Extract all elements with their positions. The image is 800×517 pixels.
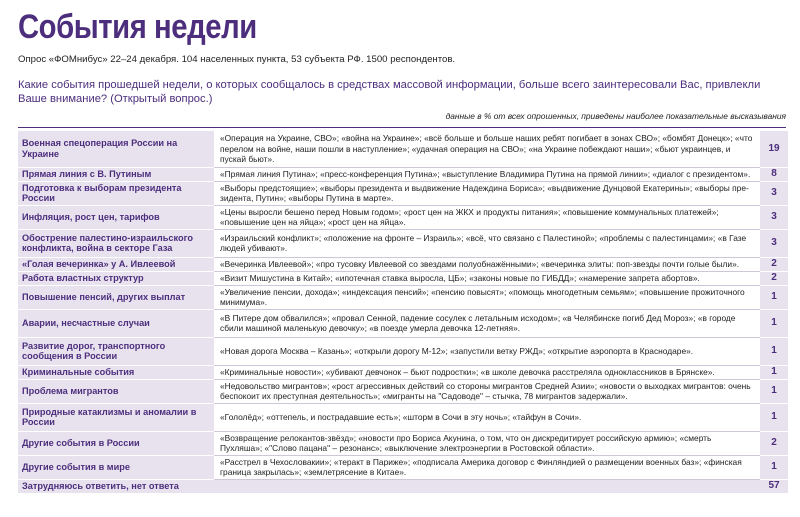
row-value: 2 xyxy=(760,431,788,455)
row-category: Развитие дорог, транспортного сообщения в России xyxy=(18,337,214,365)
row-quotes: «Визит Мишустина в Китай»; «ипотечная ставка выросла, ЦБ»; «законы новые по ГИБДД»; «намерение запрета абортов». xyxy=(214,271,760,285)
table-row xyxy=(18,379,788,403)
row-category: Природные катаклизмы и аномалии в России xyxy=(18,403,214,431)
row-quotes: «Цены выросли бешено перед Новым годом»; «рост цен на ЖКХ и продукты питания»; «повышение коммунальных платежей»; «повышение цен на яйца»; «рост цен на яйца». xyxy=(214,205,760,229)
row-quotes: «Расстрел в Чехословакии»; «теракт в Париже»; «подписала Америка договор с Финляндией о размещении военных баз»; «финская граница закрылась»; «землетрясение в Китае». xyxy=(214,455,760,479)
table-row xyxy=(18,309,788,337)
row-quotes: «Возвращение релокантов-звёзд»; «новости про Бориса Акунина, о том, что он дискредитирует российскую армию»; «смерть Пухляша»; «"Слово пацана" – резонанс»; «выключение электроэнергии в Ростовской области». xyxy=(214,431,760,455)
row-quotes: «Операция на Украине, СВО»; «война на Украине»; «всё больше и больше наших ребят погибает в зонах СВО»; «бомбят Донецк»; «что перелом на войне, наши пошли в наступление»; «удачная операция на СВО»; «на Украине побеждают наши»; «бьют украинцев, и пускай бьют». xyxy=(214,131,760,167)
row-category: Проблема мигрантов xyxy=(18,379,214,403)
row-value: 1 xyxy=(760,403,788,431)
row-category: Работа властных структур xyxy=(18,271,214,285)
survey-subtitle: Опрос «ФОМнибус» 22–24 декабря. 104 населенных пункта, 53 субъекта РФ. 1500 респондентов. xyxy=(18,54,456,65)
row-value: 3 xyxy=(760,205,788,229)
row-category: Подготовка к выборам президента России xyxy=(18,181,214,205)
table-row xyxy=(18,271,788,285)
table-row xyxy=(18,205,788,229)
row-quotes: «Выборы предстоящие»; «выборы президента и выдвижение Надеждина Бориса»; «выдвижение Дунцовой Екатерины»; «выборы президента, Путин»; «выборы Путина в марте». xyxy=(214,181,760,205)
row-value: 8 xyxy=(760,167,788,181)
row-category: «Голая вечеринка» у А. Ивлеевой xyxy=(18,257,214,271)
total-row xyxy=(18,479,788,493)
table-row xyxy=(18,337,788,365)
table-row xyxy=(18,131,788,167)
row-category: Криминальные события xyxy=(18,365,214,379)
row-value: 1 xyxy=(760,365,788,379)
data-note: данные в % от всех опрошенных, приведены наиболее показательные высказывания xyxy=(18,111,786,128)
row-quotes: «Недовольство мигрантов»; «рост агрессивных действий со стороны мигрантов Средней Азии»; «новости о выходках мигрантов: очень беспокоит их преступная деятельность»; «мигранты на "Садоводе" – стычка, 78 мигрантов задержали». xyxy=(214,379,760,403)
row-value: 3 xyxy=(760,229,788,257)
row-quotes: «Увеличение пенсии, дохода»; «индексация пенсий»; «пенсию повысят»; «помощь многодетным семьям»; «повышение прожиточного минимума». xyxy=(214,285,760,309)
row-value: 1 xyxy=(760,337,788,365)
page-title: События недели xyxy=(18,8,257,46)
results-table xyxy=(18,131,788,493)
row-quotes: «Израильский конфликт»; «положение на фронте – Израиль»; «всё, что связано с Палестиной»; «проблемы с палестинцами»; «в Газе людей убивают». xyxy=(214,229,760,257)
table-row xyxy=(18,229,788,257)
row-quotes: «Вечеринка Ивлеевой»; «про тусовку Ивлеевой со звездами полуобнажёнными»; «вечеринка элиты: поп-звезды почти голые были». xyxy=(214,257,760,271)
table-row xyxy=(18,285,788,309)
table-row xyxy=(18,181,788,205)
table-row xyxy=(18,455,788,479)
row-value: 3 xyxy=(760,181,788,205)
row-category: Прямая линия с В. Путиным xyxy=(18,167,214,181)
row-quotes: «В Питере дом обвалился»; «провал Сенной, падение сосулек с летальным исходом»; «в Челябинске погиб Дед Мороз»; «в городе сбили машиной маленькую девочку»; «в поезде умерла девочка 12-летняя». xyxy=(214,309,760,337)
row-category: Аварии, несчастные случаи xyxy=(18,309,214,337)
row-value: 2 xyxy=(760,257,788,271)
table-row xyxy=(18,167,788,181)
row-category: Повышение пенсий, других выплат xyxy=(18,285,214,309)
survey-question: Какие события прошедшей недели, о которых сообщалось в средствах массовой информации, больше всего заинтересовали Вас, привлекли Ваше внимание? (Открытый вопрос.) xyxy=(18,79,761,105)
row-quotes: «Криминальные новости»; «убивают девчонок – бьют подростки»; «в школе девочка расстреляла одноклассников в Брянске». xyxy=(214,365,760,379)
row-value: 1 xyxy=(760,379,788,403)
table-row xyxy=(18,431,788,455)
row-value: 2 xyxy=(760,271,788,285)
row-quotes: «Новая дорога Москва – Казань»; «открыли дорогу М-12»; «запустили ветку РЖД»; «открытие аэропорта в Краснодаре». xyxy=(214,337,760,365)
row-category: Другие события в мире xyxy=(18,455,214,479)
row-value: 19 xyxy=(760,131,788,167)
table-row xyxy=(18,403,788,431)
table-row xyxy=(18,257,788,271)
row-value: 1 xyxy=(760,455,788,479)
row-category: Инфляция, рост цен, тарифов xyxy=(18,205,214,229)
table-row xyxy=(18,365,788,379)
row-quotes: «Гололёд»; «оттепель, и пострадавшие есть»; «шторм в Сочи в эту ночь»; «тайфун в Сочи». xyxy=(214,403,760,431)
total-label: Затрудняюсь ответить, нет ответа xyxy=(18,479,760,493)
row-value: 1 xyxy=(760,309,788,337)
row-value: 1 xyxy=(760,285,788,309)
total-value: 57 xyxy=(760,479,788,493)
row-quotes: «Прямая линия Путина»; «пресс-конференция Путина»; «выступление Владимира Путина на прямой линии»; «диалог с президентом». xyxy=(214,167,760,181)
row-category: Обострение палестино-израильского конфликта, война в секторе Газа xyxy=(18,229,214,257)
row-category: Военная спецоперация России на Украине xyxy=(18,131,214,167)
row-category: Другие события в России xyxy=(18,431,214,455)
